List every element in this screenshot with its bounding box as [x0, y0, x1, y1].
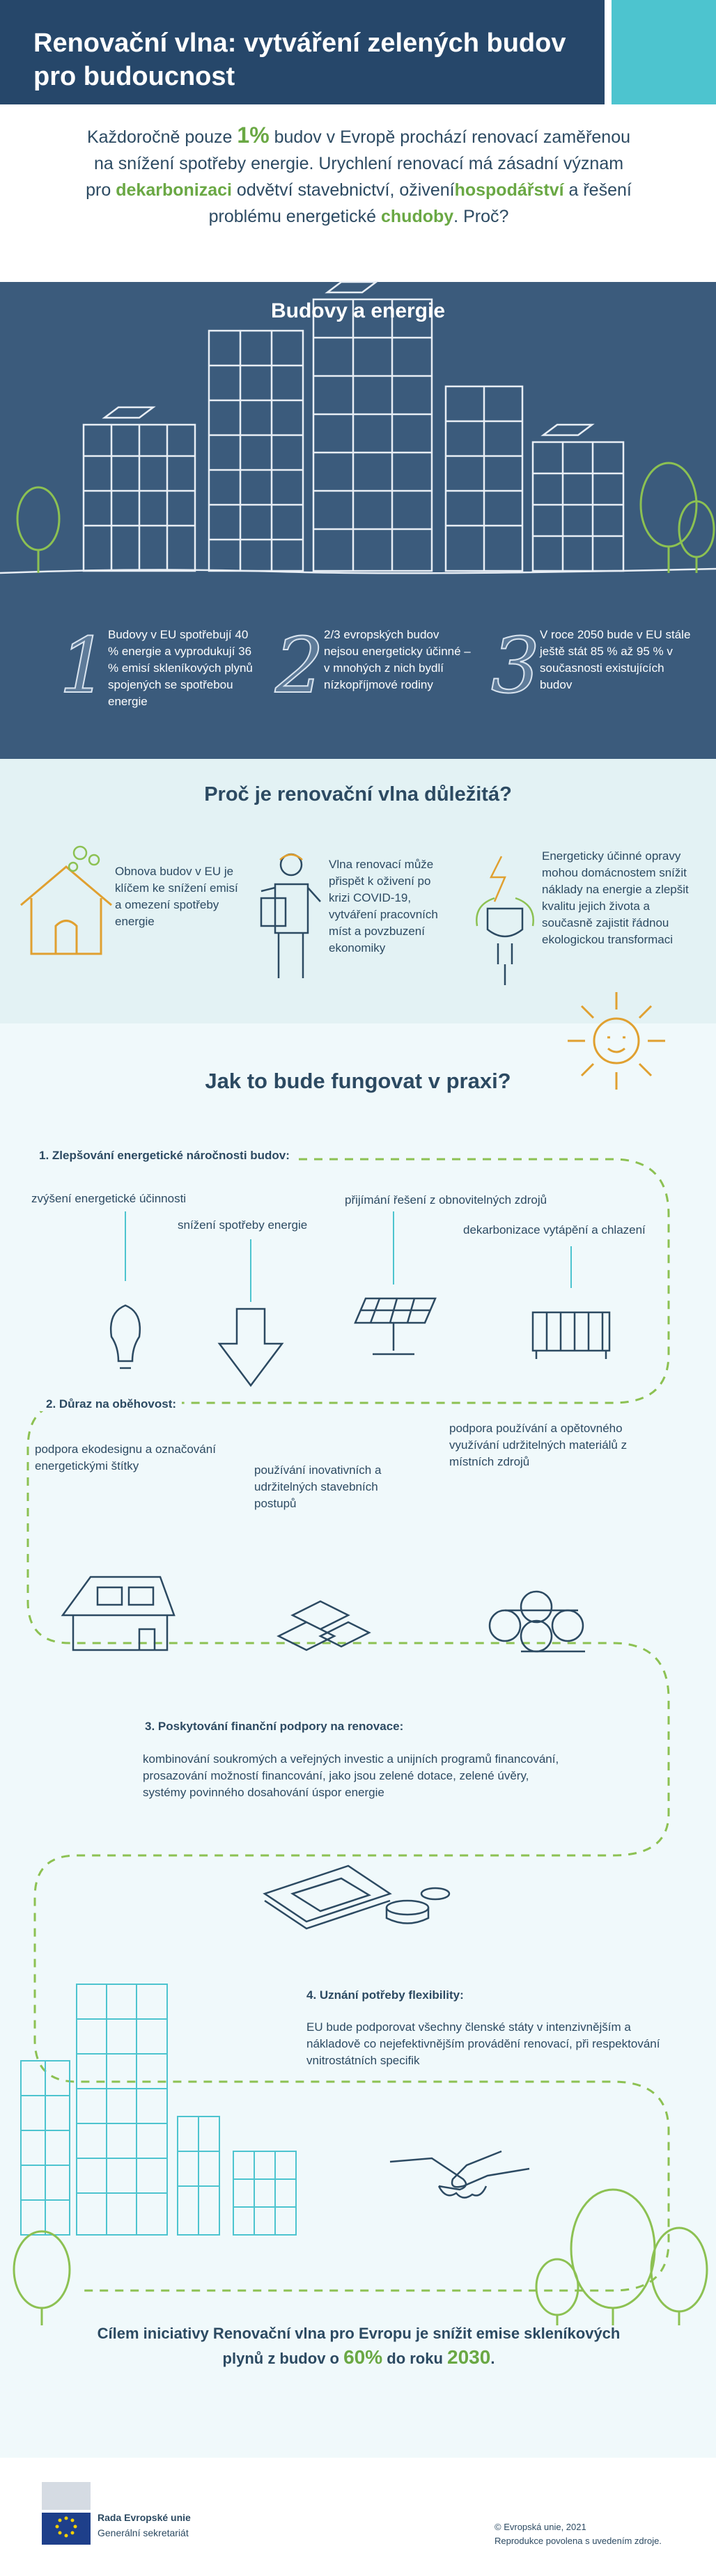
footer-copyright	[495, 2520, 662, 2548]
step3-label: 3. Poskytování finanční podpory na renovace:	[139, 1720, 409, 1734]
step1-item: snížení spotřeby energie	[178, 1218, 308, 1232]
step1-item: přijímání řešení z obnovitelných zdrojů	[345, 1193, 547, 1207]
intro-part: odvětví stavebnictví, oživení	[231, 180, 455, 200]
step1-item: zvýšení energetické účinnosti	[31, 1192, 187, 1205]
copyright-line: © Evropská unie, 2021	[495, 2522, 586, 2532]
step2-item: podpora používání a opětovného využívání udržitelných materiálů z místních zdrojů	[449, 1422, 628, 1468]
why-item: Vlna renovací může přispět k oživení po krizi COVID-19, vytváření pracovních míst a povzbuzení ekonomiky	[329, 858, 438, 955]
energy-plug-icon	[474, 849, 536, 989]
intro-part: a řešení problému energetické	[208, 180, 632, 226]
org-name: Rada Evropské unie	[98, 2512, 191, 2523]
stat-text: Budovy v EU spotřebují 40 % energie a vyprodukují 36 % emisí skleníkových plynů spojených se spotřebou energie	[108, 628, 253, 708]
step2-label: 2. Důraz na oběhovost:	[40, 1397, 182, 1411]
flexibility-illustration	[0, 1977, 716, 2325]
intro-keyword: hospodářství	[454, 180, 564, 200]
goal-year: 2030	[447, 2346, 491, 2368]
goal-percent: 60%	[343, 2346, 383, 2368]
house-icon	[14, 842, 118, 961]
step3-text: kombinování soukromých a veřejných investic a unijních programů financování, prosazování možností financování, jako jsou zelené dotace, zelené úvěry, systémy povinného dosahování úspor energie	[143, 1752, 559, 1799]
reproduction-note: Reprodukce povolena s uvedením zdroje.	[495, 2536, 662, 2546]
stat-item	[491, 621, 700, 731]
goal-text	[84, 2322, 634, 2371]
step1-icons	[0, 1211, 716, 1399]
step1-label: 1. Zlepšování energetické náročnosti budov:	[33, 1149, 295, 1163]
step4-label: 4. Uznání potřeby flexibility:	[301, 1988, 469, 2002]
title-bar	[0, 0, 716, 111]
intro-percent: 1%	[237, 123, 270, 148]
step1-item: dekarbonizace vytápění a chlazení	[463, 1223, 646, 1236]
stat-item	[59, 621, 268, 731]
stat-item	[275, 621, 484, 731]
step4-text: EU bude podporovat všechny členské státy v intenzivnějším a nákladově co nejefektivnějším provádění renovací, při respektování vnitrostátních specifik	[306, 2020, 660, 2067]
why-title: Proč je renovační vlna důležitá?	[204, 783, 512, 806]
goal-part: .	[490, 2350, 495, 2367]
stat-number: 2	[275, 621, 324, 710]
stat-number: 3	[491, 621, 540, 710]
why-item: Obnova budov v EU je klíčem ke snížení emisí a omezení spotřeby energie	[115, 865, 238, 928]
city-skyline-illustration	[0, 282, 716, 574]
why-item: Energeticky účinné opravy mohou domácnostem snížit náklady na energie a zlepšit kvalitu jejich života a současně zajistit řádnou ekologickou transformaci	[542, 849, 689, 946]
step2-item: používání inovativních a udržitelných stavebních postupů	[254, 1463, 382, 1510]
buildings-title: Budovy a energie	[270, 299, 446, 322]
money-icon	[258, 1845, 453, 1935]
step2-item: podpora ekodesignu a označování energetickými štítky	[35, 1443, 216, 1472]
stat-text: 2/3 evropských budov nejsou energeticky účinné – v mnohých z nich bydlí nízkopříjmové rodiny	[324, 628, 471, 691]
how-title: Jak to bude fungovat v praxi?	[205, 1069, 511, 1093]
intro-text	[84, 122, 634, 230]
title-accent	[612, 0, 716, 104]
stat-text: V roce 2050 bude v EU stále ještě stát 85 % až 95 % v současnosti existujících budov	[540, 628, 691, 691]
worker-icon	[258, 849, 324, 982]
intro-part: budov v Evropě prochází renovací zaměřenou na snížení spotřeby energie. Urychlení renovací má zásadní význam pro	[86, 127, 631, 200]
intro-part: . Proč?	[453, 207, 509, 226]
goal-part: Cílem iniciativy Renovační vlna pro Evropu je snížit emise skleníkových plynů z budov o	[97, 2325, 621, 2367]
council-logo	[42, 2482, 91, 2559]
intro-keyword: dekarbonizaci	[116, 180, 232, 200]
goal-part: do roku	[382, 2350, 448, 2367]
intro-part: Každoročně pouze	[86, 127, 238, 147]
step2-icons	[0, 1532, 716, 1657]
org-subunit: Generální sekretariát	[98, 2527, 189, 2538]
intro-keyword: chudoby	[381, 207, 454, 226]
page-title: Renovační vlna: vytváření zelených budov pro budoucnost	[33, 29, 566, 91]
footer-org	[98, 2510, 191, 2540]
stat-number: 1	[59, 621, 108, 710]
